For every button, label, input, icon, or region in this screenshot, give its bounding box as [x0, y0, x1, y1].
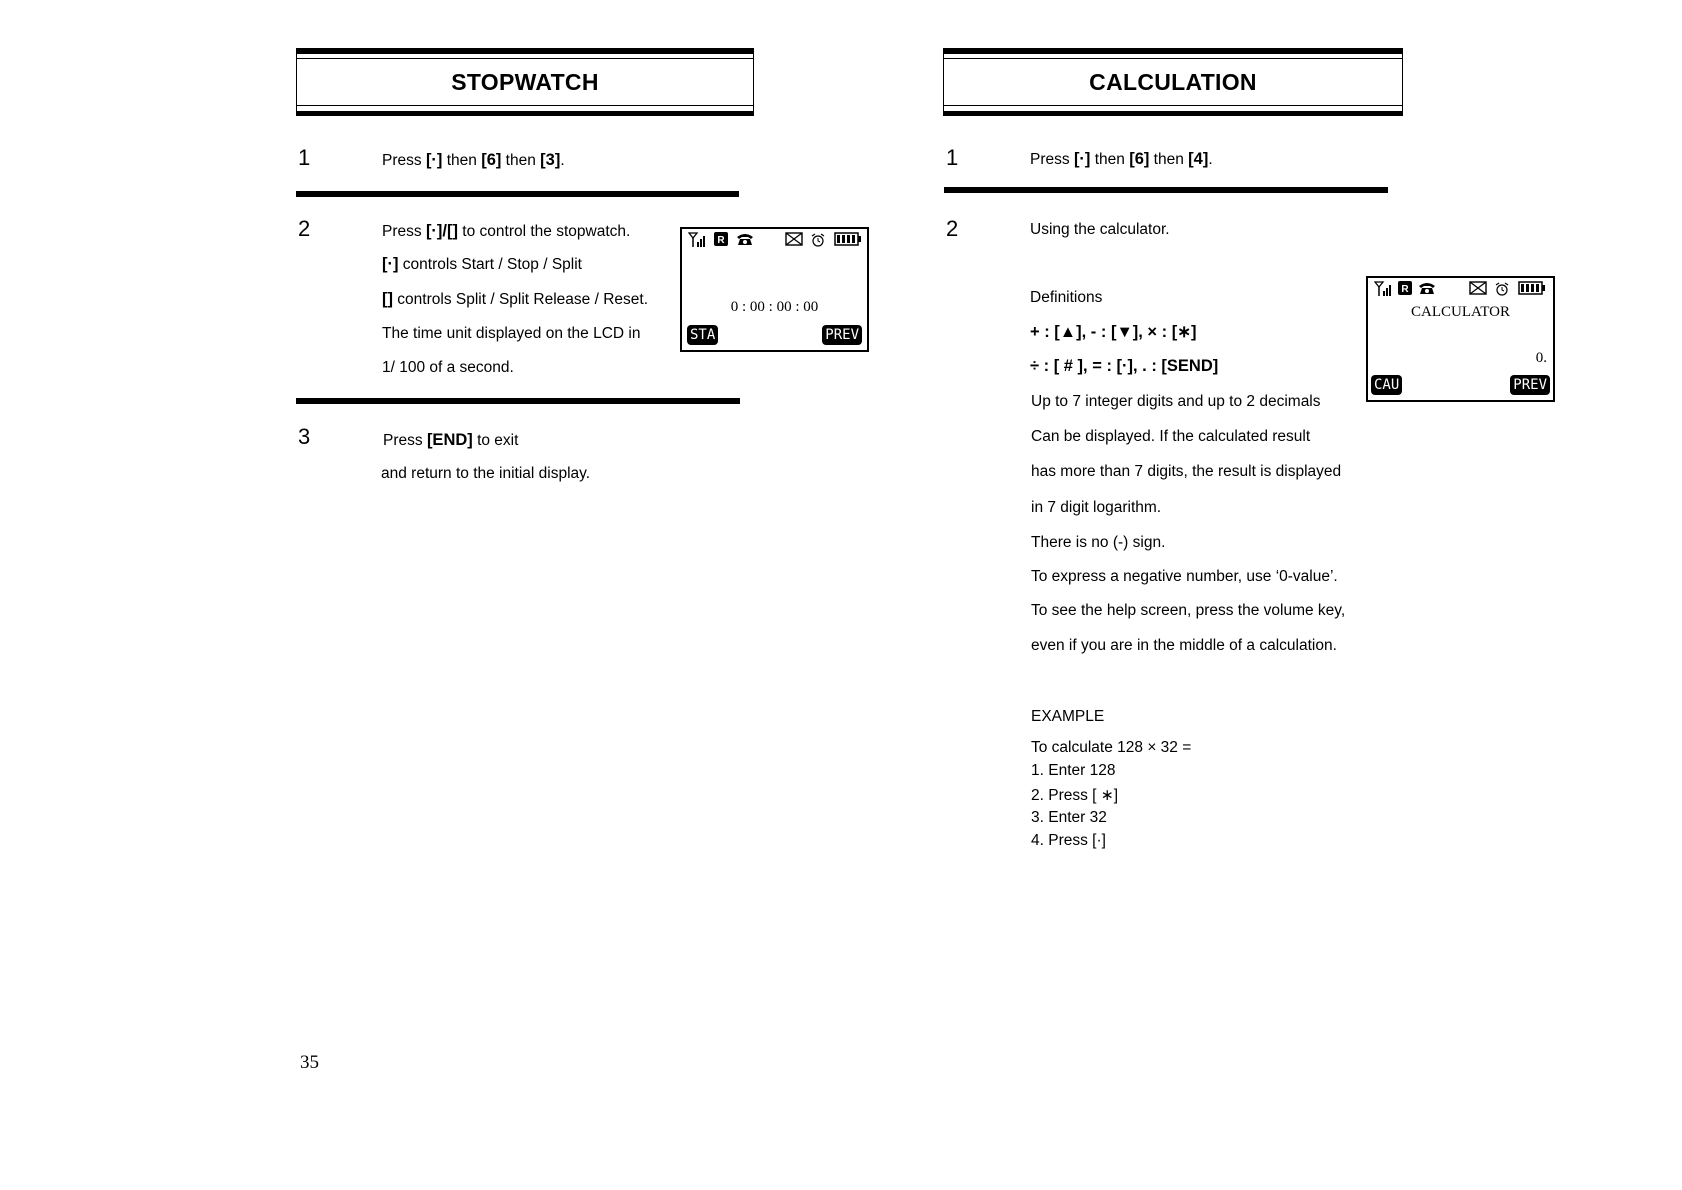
signal-icon: [1374, 281, 1392, 303]
start-softkey[interactable]: STA: [687, 325, 718, 345]
alarm-icon: [810, 232, 826, 254]
step-number-1: 1: [298, 145, 311, 170]
stopwatch-step2-line1: Press [·]/[] to control the stopwatch.: [382, 222, 631, 240]
divider: [296, 398, 740, 404]
calculation-step1: Press [·] then [6] then [4].: [1030, 150, 1213, 168]
step-number-2: 2: [946, 216, 959, 241]
body-line: in 7 digit logarithm.: [1031, 499, 1162, 516]
example-line: 3. Enter 32: [1031, 809, 1107, 826]
message-icon: [1469, 281, 1487, 301]
stopwatch-step2-line2: [·] controls Start / Stop / Split: [382, 255, 582, 273]
svg-text:R: R: [717, 235, 725, 246]
alarm-icon: [1494, 281, 1510, 303]
step-number-2: 2: [298, 216, 311, 241]
calc-softkey[interactable]: CAU: [1371, 375, 1402, 395]
body-line: There is no (-) sign.: [1031, 534, 1166, 551]
stopwatch-step1: Press [·] then [6] then [3].: [382, 151, 565, 169]
prev-softkey[interactable]: PREV: [1510, 375, 1550, 395]
example-label: EXAMPLE: [1031, 708, 1105, 725]
signal-icon: [688, 232, 706, 254]
body-line: has more than 7 digits, the result is displayed: [1031, 463, 1342, 480]
divider: [944, 187, 1388, 193]
body-line: Up to 7 integer digits and up to 2 decimals: [1031, 393, 1321, 410]
roaming-icon: [714, 232, 728, 252]
stopwatch-title: STOPWATCH: [451, 68, 599, 95]
battery-icon: [834, 232, 862, 252]
message-icon: [785, 232, 803, 252]
example-line: To calculate 128 × 32 =: [1031, 739, 1192, 756]
calculation-title: CALCULATION: [1089, 68, 1257, 95]
calculator-value: 0.: [1535, 350, 1547, 366]
definitions-line1: + : [▲], - : [▼], × : [∗]: [1030, 323, 1197, 341]
phone-icon: [736, 232, 754, 252]
body-line: even if you are in the middle of a calculation.: [1031, 637, 1337, 654]
battery-icon: [1518, 281, 1546, 301]
step-number-3: 3: [298, 424, 311, 449]
step-number-1: 1: [946, 145, 959, 170]
prev-softkey[interactable]: PREV: [822, 325, 862, 345]
phone-icon: [1418, 281, 1436, 301]
roaming-icon: [1398, 281, 1412, 301]
definitions-line2: ÷ : [ # ], = : [·], . : [SEND]: [1030, 357, 1219, 375]
body-line: To see the help screen, press the volume key,: [1031, 602, 1346, 619]
stopwatch-step3-line1: Press [END] to exit: [383, 431, 519, 449]
stopwatch-step2-line4: The time unit displayed on the LCD in: [382, 325, 641, 342]
example-line: 2. Press [ ∗]: [1031, 787, 1119, 804]
calculator-lcd: [1366, 276, 1555, 402]
svg-text:R: R: [1401, 284, 1409, 295]
stopwatch-header: [296, 48, 754, 116]
stopwatch-time: 0 : 00 : 00 : 00: [730, 299, 819, 315]
stopwatch-step3-line2: and return to the initial display.: [381, 465, 591, 482]
definitions-label: Definitions: [1030, 289, 1103, 306]
calculation-header: [943, 48, 1403, 116]
stopwatch-lcd: [680, 227, 869, 352]
calculator-title: CALCULATOR: [1411, 304, 1510, 320]
stopwatch-step2-line3: [] controls Split / Split Release / Reset.: [382, 290, 649, 308]
divider: [296, 191, 739, 197]
calculation-intro: Using the calculator.: [1030, 221, 1170, 238]
example-line: 4. Press [·]: [1031, 832, 1106, 849]
example-line: 1. Enter 128: [1031, 762, 1116, 779]
page-number: 35: [300, 1052, 319, 1073]
body-line: Can be displayed. If the calculated result: [1031, 428, 1311, 445]
stopwatch-step2-line5: 1/ 100 of a second.: [382, 359, 514, 376]
body-line: To express a negative number, use ‘0-value’.: [1031, 568, 1338, 585]
